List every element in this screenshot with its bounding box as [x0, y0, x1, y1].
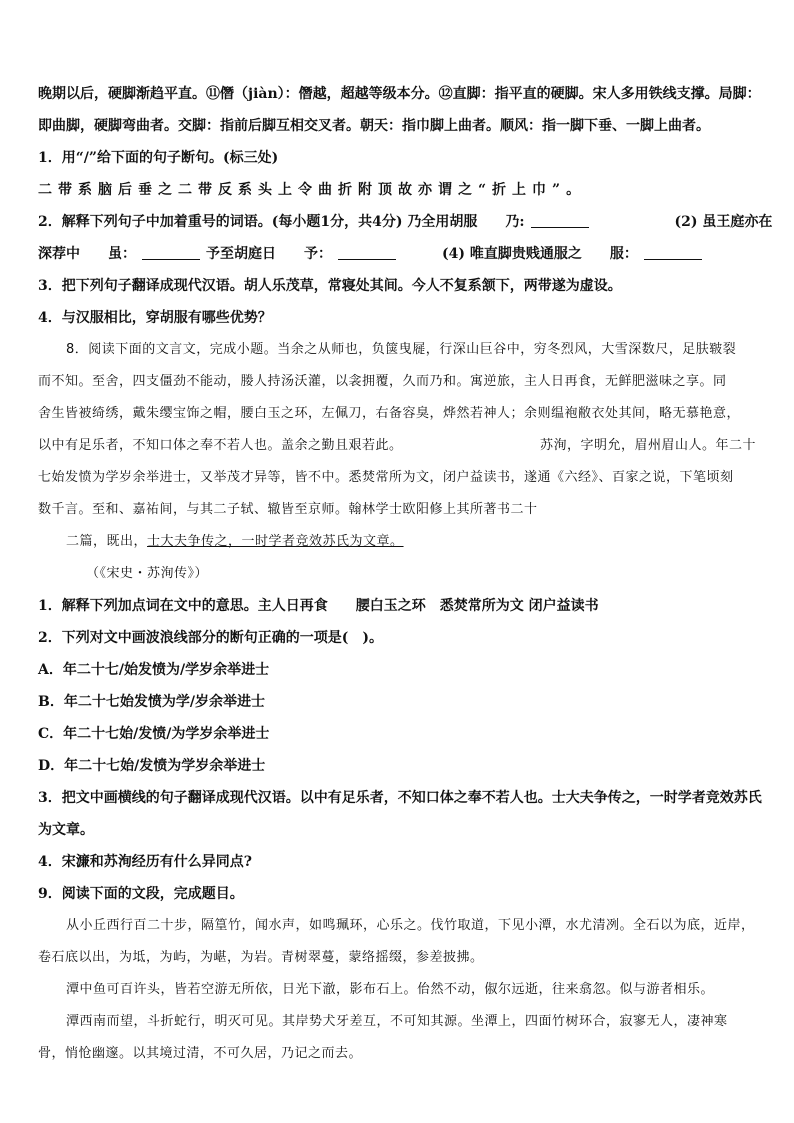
- answer-blank-4[interactable]: [644, 245, 702, 260]
- passage-source: （《宋史・苏洵传》）: [86, 566, 209, 581]
- passage-9-line-5: 骨，悄怆幽邃。以其境过清，不可久居，乃记之而去。: [38, 1046, 363, 1061]
- answer-blank-2[interactable]: [142, 245, 200, 260]
- passage-9-line-4: 潭西南而望，斗折蛇行，明灭可见。其岸势犬牙差互，不可知其源。坐潭上，四面竹树环合，寂寥无人，凄神寒: [66, 1014, 728, 1029]
- passage-8-line-6: 数千言。至和、嘉祐间，与其二子轼、辙皆至京师。翰林学士欧阳修上其所著书二十: [38, 502, 538, 517]
- question-2-sub-3: 予至胡庭日 予：: [206, 246, 332, 262]
- passage-9-line-2: 卷石底以出，为坻，为屿，为嵁，为岩。青树翠蔓，蒙络摇缀，参差披拂。: [38, 950, 484, 965]
- question-2-sub-4: (4) 唯直脚贵贱通服之 服：: [442, 246, 638, 262]
- question-4-text: 4．与汉服相比，穿胡服有哪些优势？: [38, 310, 272, 326]
- passage-8-line-4: [38, 430, 756, 462]
- option-c[interactable]: C．年二十七始/发愤/为学岁余举进士: [38, 726, 270, 742]
- passage-9-line-1: 从小丘西行百二十步，隔篁竹，闻水声，如鸣珮环，心乐之。伐竹取道，下见小潭，水尤清冽。全石以为底，近岸，: [66, 918, 755, 933]
- passage-8-line-5: 七始发愤为学岁余举进士，又举茂才异等，皆不中。悉焚常所为文，闭户益读书，遂通《六经》、百家之说，下笔顷刻: [38, 470, 734, 485]
- underlined-sentence: 士大夫争传之，一时学者竞效苏氏为文章。: [147, 534, 404, 549]
- option-d[interactable]: D．年二十七始/发愤为学岁余举进士: [38, 758, 266, 774]
- passage-8-line-2: 而不知。至舍，四支僵劲不能动，媵人持汤沃灌，以衾拥覆，久而乃和。寓逆旅，主人日再食，无鲜肥滋味之享。同: [38, 374, 727, 389]
- question-2-line-2: [38, 238, 756, 270]
- answer-blank-3[interactable]: [338, 245, 396, 260]
- q8-2: 2．下列对文中画波浪线部分的断句正确的一项是( )。: [38, 630, 383, 646]
- passage-8-line-7: [38, 526, 756, 558]
- passage-8-line-4-left: 以中有足乐者，不知口体之奉不若人也。盖余之勤且艰若此。: [38, 438, 403, 453]
- passage-8-line-1: 8．阅读下面的文言文，完成小题。当余之从师也，负箧曳屣，行深山巨谷中，穷冬烈风，大雪深数尺，足肤皲裂: [66, 342, 737, 357]
- question-3-text: 3．把下列句子翻译成现代汉语。胡人乐茂草，常寝处其间。今人不复系颔下，两带遂为虚设。: [38, 278, 622, 294]
- question-2-sub-2: (2) 虽王庭亦在: [674, 214, 773, 230]
- passage-9-line-3: 潭中鱼可百许头，皆若空游无所依，日光下澈，影布石上。佁然不动，俶尔远逝，往来翕忽。似与游者相乐。: [66, 982, 715, 997]
- footnote-line-1: 晚期以后，硬脚渐趋平直。⑪僭（jiàn）：僭越，超越等级本分。⑫直脚：指平直的硬脚。宋人多用铁线支撑。局脚：: [38, 86, 761, 102]
- question-1-heading: 1．用“/”给下面的句子断句。(标三处): [38, 150, 279, 166]
- passage-8-line-7-left: 二篇，既出，: [66, 534, 148, 549]
- option-b[interactable]: B．年二十七始发愤为学/岁余举进士: [38, 694, 265, 710]
- question-2-sub-2-cont: 深荐中 虽：: [38, 246, 136, 262]
- passage-8-line-3: 舍生皆被绮绣，戴朱缨宝饰之帽，腰白玉之环，左佩刀，右备容臭，烨然若神人；余则缊袍敝衣处其间，略无慕艳意，: [38, 406, 741, 421]
- q8-3: 3．把文中画横线的句子翻译成现代汉语。以中有足乐者，不知口体之奉不若人也。士大夫争传之，一时学者竞效苏氏: [38, 790, 762, 806]
- q8-1: 1．解释下列加点词在文中的意思。主人日再食 腰白玉之环 悉焚常所为文 闭户益读书: [38, 598, 599, 614]
- option-a[interactable]: A．年二十七/始发愤为/学岁余举进士: [38, 662, 270, 678]
- answer-blank-1[interactable]: [531, 213, 589, 228]
- passage-8-line-4-right: 苏洵，字明允，眉州眉山人。年二十: [539, 438, 756, 453]
- question-2-line-1: [38, 206, 773, 238]
- footnote-line-2: 即曲脚，硬脚弯曲者。交脚：指前后脚互相交叉者。朝天：指巾脚上曲者。顺风：指一脚下垂、一脚上曲者。: [38, 118, 710, 134]
- question-9-heading: 9．阅读下面的文段，完成题目。: [38, 886, 244, 902]
- question-2-text: 2．解释下列句子中加着重号的词语。(每小题1分，共4分) 乃全用胡服 乃:: [38, 214, 525, 230]
- question-1-sentence: 二带系脑后垂之二带反系头上令曲折附顶故亦谓之“折上巾”。: [38, 182, 587, 198]
- q8-4: 4．宋濂和苏洵经历有什么异同点?: [38, 854, 252, 870]
- q8-3-cont: 为文章。: [38, 822, 94, 838]
